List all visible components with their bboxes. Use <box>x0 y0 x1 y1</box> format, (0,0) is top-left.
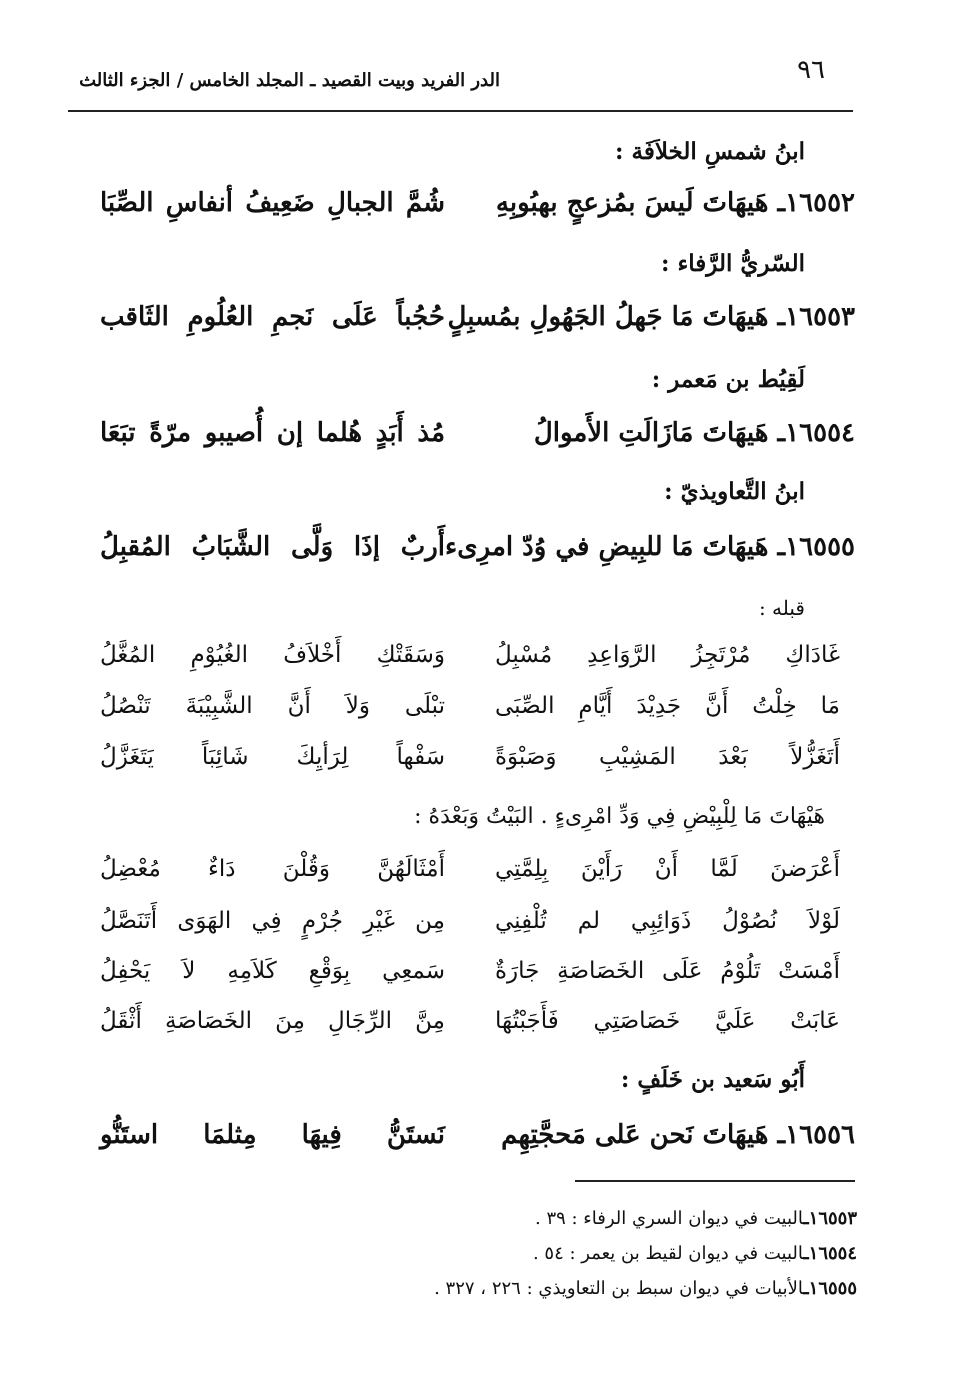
verse-second-hemistich: سَفْهاً لِرَأيِكَ شَائِبَاً يَتَغَزَّلُ <box>100 744 445 770</box>
header-rule <box>68 110 853 112</box>
verse-second-hemistich: حُجُباً عَلَى نَجمِ العُلُومِ الثَاقب <box>100 302 445 332</box>
verse-first-hemistich: ١٦٥٥٤ـ هَيهَاتَ مَازَالَتِ الأَموالُ <box>533 418 855 448</box>
footnote: ١٦٥٥٤ـالبيت في ديوان لقيط بن يعمر : ٥٤ . <box>532 1243 857 1264</box>
verse-line <box>100 908 855 956</box>
verse-first-hemistich: مَا خِلْتُ أَنَّ جَدِيْدَ أَيَّامِ الصِّبَى <box>495 693 840 719</box>
verse-line <box>100 1008 855 1056</box>
footnote: ١٦٥٥٥ـالأبيات في ديوان سبط بن التعاويذي : ٢٢٦ ، ٣٢٧ . <box>434 1278 857 1299</box>
verse-first-hemistich: ١٦٥٥٦ـ هَيهَاتَ نَحن عَلى مَحجَّتِهِم <box>501 1120 855 1150</box>
footnote: ١٦٥٥٣ـالبيت في ديوان السري الرفاء : ٣٩ . <box>534 1208 857 1229</box>
verse-line <box>100 958 855 1006</box>
verse-first-hemistich: غَادَاكِ مُرْتَجِزُ الرَّوَاعِدِ مُسْبِلُ <box>495 642 840 668</box>
verse-second-hemistich: شُمَّ الجبالِ ضَعِيفُ أنفاسِ الصِّبَا <box>100 188 445 218</box>
verse-first-hemistich: لَوْلاَ نُصُوْلُ ذَوَائِبِي لم تُلْفِنِي <box>495 908 840 934</box>
verse-line <box>100 856 855 904</box>
verse-second-hemistich: نَستَنُّ فِيهَا مِثلمَا استَنُّو <box>100 1120 445 1150</box>
poet-name: السّريُّ الرَّفاء : <box>660 250 805 277</box>
poet-name: ابنُ التَّعاويذيّ : <box>664 478 805 505</box>
verse-line <box>100 302 855 350</box>
verse-line <box>100 642 855 690</box>
verse-number: ١٦٥٥٢ـ <box>777 188 855 218</box>
verse-first-hemistich: أَتَغَزُّلاً بَعْدَ المَشِيْبِ وَصَبْوَةً <box>495 744 840 770</box>
verse-line <box>100 188 855 236</box>
verse-second-hemistich: مِنَّ الرِّجَالِ مِنَ الخَصَاصَةِ أَثْقَلُ <box>100 1008 445 1034</box>
verse-number: ١٦٥٥٦ـ <box>777 1120 855 1150</box>
verse-second-hemistich: أَمْثَالَهُنَّ وَقُلْنَ دَاءٌ مُعْضِلُ <box>100 856 445 882</box>
verse-second-hemistich: مِن غَيْرِ جُرْمٍ فِي الهَوَى أَتَنَصَّلُ <box>100 908 445 934</box>
verse-number: ١٦٥٥٤ـ <box>777 418 855 448</box>
verse-second-hemistich: تبْلَى وَلاَ أَنَّ الشَّبِيْبَةَ تَنْصُلُ <box>100 693 445 719</box>
verse-first-hemistich: أَعْرَضنَ لَمَّا أَنْ رَأَيْنَ بِلِمَّتِي <box>495 856 840 882</box>
verse-first-hemistich: ١٦٥٥٥ـ هَيهَاتَ مَا للبِيضِ في وُدّ امرِىء <box>445 532 855 562</box>
before-label: قبله : <box>758 596 805 620</box>
page-number: ٩٦ <box>797 55 825 85</box>
verse-second-hemistich: مُذ أَبَدٍ هُلما إن أُصيبو مرّةً تبَعَا <box>100 418 445 448</box>
verse-number: ١٦٥٥٥ـ <box>777 532 855 562</box>
poet-name: ابنُ شمسِ الخلاَفَة : <box>615 138 805 165</box>
poet-name: لَقِيُط بن مَعمر : <box>651 366 805 393</box>
running-title: الدر الفريد وبيت القصيد ـ المجلد الخامس / الجزء الثالث <box>79 70 500 91</box>
verse-second-hemistich: أَربٌ إذَا وَلَّى الشَّبَابُ المُقبِلُ <box>100 532 445 562</box>
verse-first-hemistich: ١٦٥٥٢ـ هَيهَاتَ لَيسَ بمُزعجٍ بهبُوبِهِ <box>495 188 855 218</box>
after-intro: هَيْهَاتَ مَا لِلْبِيْضِ فِي وَدِّ امْرِىءٍ . البَيْتُ وَبَعْدَهُ : <box>414 804 825 829</box>
verse-first-hemistich: ١٦٥٥٣ـ هَيهَاتَ مَا جَهلُ الجَهُولِ بمُسبِلٍ <box>447 302 855 332</box>
poet-name: أَبُو سَعيد بن خَلَفٍ : <box>620 1066 805 1093</box>
verse-line <box>100 418 855 466</box>
verse-first-hemistich: أَمْسَتْ تَلُوْمُ عَلَى الخَصَاصَةِ جَارَةٌ <box>495 958 840 984</box>
verse-line <box>100 693 855 741</box>
footnote-rule <box>575 1180 855 1182</box>
verse-first-hemistich: عَابَتْ عَلَيَّ خَصَاصَتِي فَأَجَبْتُهَا <box>495 1008 840 1034</box>
verse-line <box>100 532 855 580</box>
verse-second-hemistich: وَسَقَتْكِ أَخْلاَفُ الغُيُوْمِ المُغَّلُ <box>100 642 445 668</box>
verse-second-hemistich: سَمعِي بِوَقْعِ كَلاَمِهِ لاَ يَحْفِلُ <box>100 958 445 984</box>
verse-line <box>100 1120 855 1168</box>
verse-number: ١٦٥٥٣ـ <box>777 302 855 332</box>
verse-line <box>100 744 855 792</box>
